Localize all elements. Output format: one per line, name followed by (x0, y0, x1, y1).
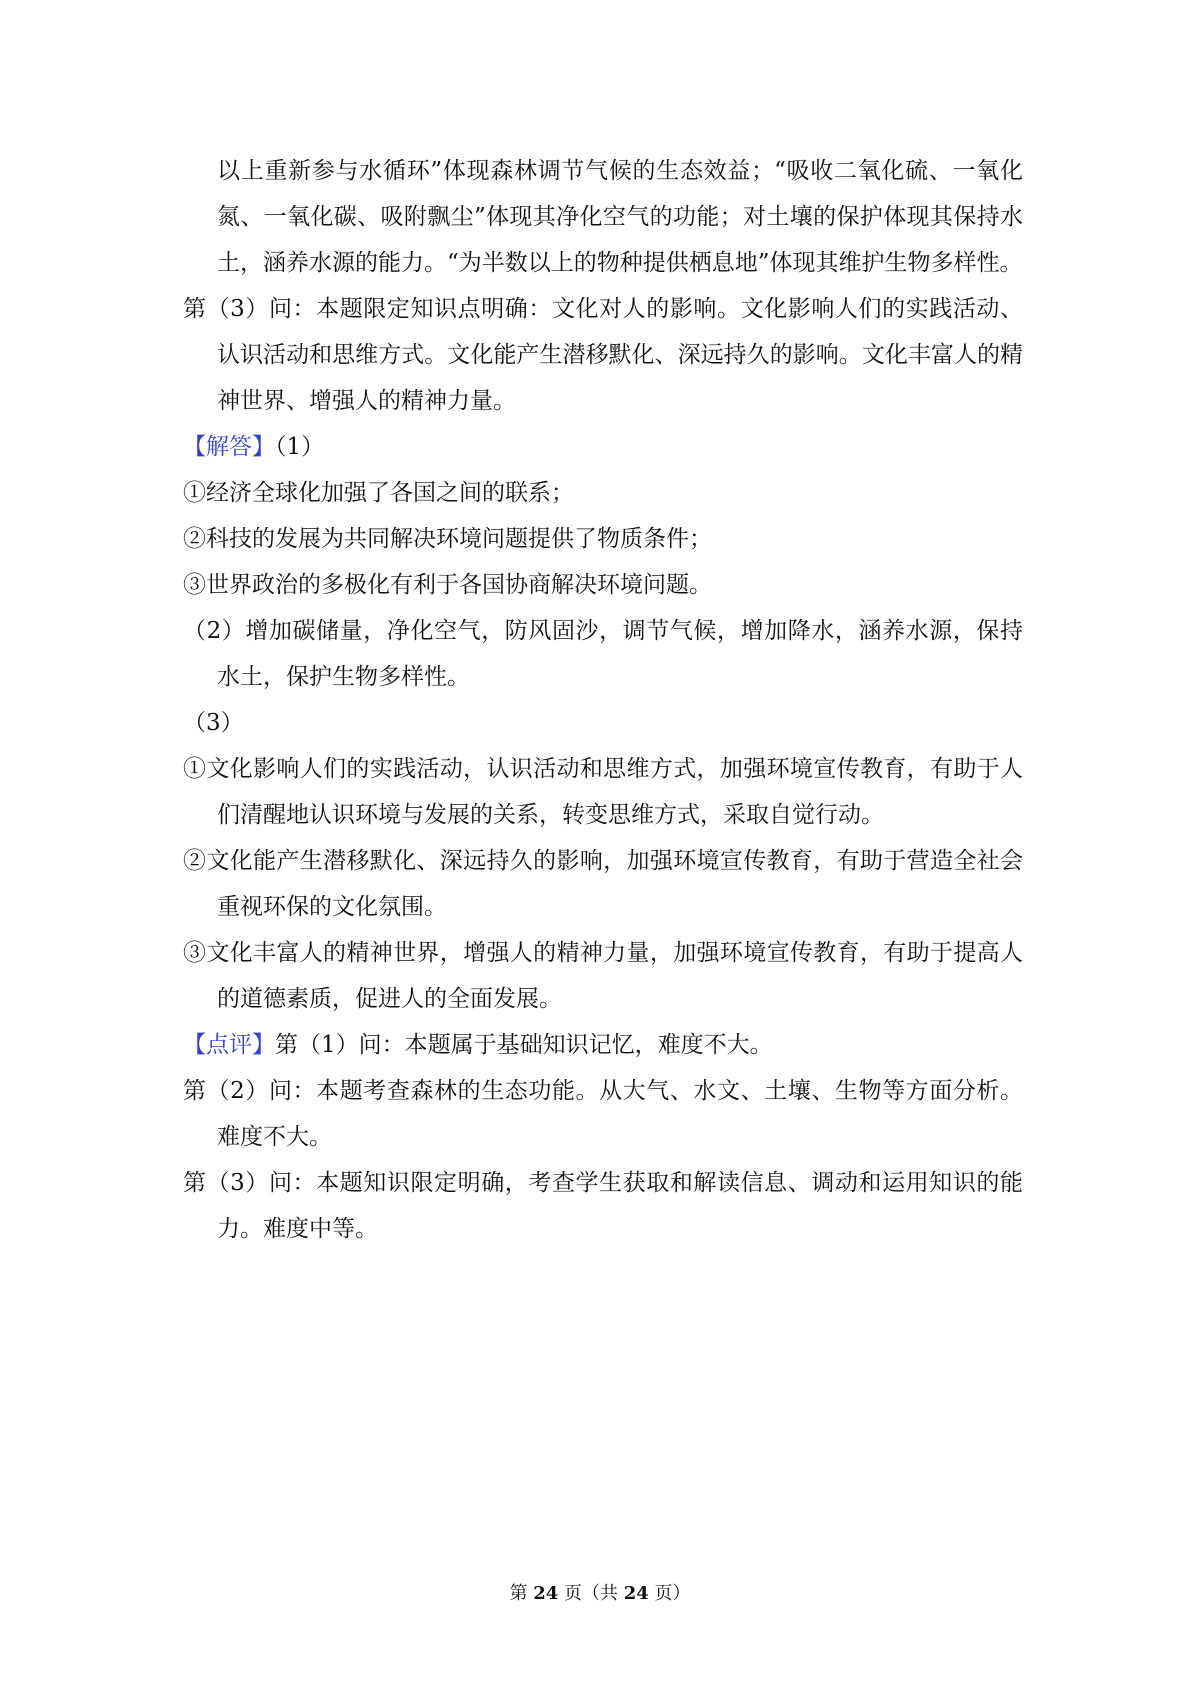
answer-content (183, 148, 1023, 1252)
answer-3-item-3: ③文化丰富人的精神世界，增强人的精神力量，加强环境宣传教育，有助于提高人的道德素质，促进人的全面发展。 (183, 940, 1023, 1012)
footer-middle: 页（共 (564, 1583, 618, 1604)
answer-1-item-1: ①经济全球化加强了各国之间的联系； (183, 480, 574, 506)
footer-total-pages: 24 (623, 1583, 649, 1604)
analysis-continuation: 以上重新参与水循环”体现森林调节气候的生态效益；“吸收二氧化硫、一氧化氮、一氧化碳、吸附飘尘”体现其净化空气的功能；对土壤的保护体现其保持水土，涵养水源的能力。“为半数以上的物种提供栖息地”体现其维护生物多样性。 (217, 158, 1023, 276)
footer-page-number: 24 (533, 1583, 559, 1604)
comment-question-3: 第（3）问：本题知识限定明确，考查学生获取和解读信息、调动和运用知识的能力。难度中等。 (183, 1170, 1023, 1242)
footer-prefix: 第 (509, 1583, 528, 1604)
page-footer (0, 1582, 1200, 1606)
answer-3-item-1: ①文化影响人们的实践活动，认识活动和思维方式，加强环境宣传教育，有助于人们清醒地认识环境与发展的关系，转变思维方式，采取自觉行动。 (183, 756, 1023, 828)
answer-heading (183, 424, 1023, 470)
analysis-question-3: 第（3）问：本题限定知识点明确：文化对人的影响。文化影响人们的实践活动、认识活动和思维方式。文化能产生潜移默化、深远持久的影响。文化丰富人的精神世界、增强人的精神力量。 (183, 296, 1023, 414)
answer-tag: 【解答】 (183, 434, 275, 460)
answer-part-3-label: （3） (183, 710, 244, 736)
comment-1-text: 第（1）问：本题属于基础知识记忆，难度不大。 (275, 1032, 773, 1058)
answer-1-item-3: ③世界政治的多极化有利于各国协商解决环境问题。 (183, 572, 712, 598)
footer-suffix: 页） (654, 1583, 691, 1604)
answer-2: （2）增加碳储量，净化空气，防风固沙，调节气候，增加降水，涵养水源，保持水土，保护生物多样性。 (183, 618, 1023, 690)
comment-question-1 (183, 1022, 1023, 1068)
answer-3-item-2: ②文化能产生潜移默化、深远持久的影响，加强环境宣传教育，有助于营造全社会重视环保的文化氛围。 (183, 848, 1023, 920)
comment-tag: 【点评】 (183, 1032, 275, 1058)
answer-1-item-2: ②科技的发展为共同解决环境问题提供了物质条件； (183, 526, 712, 552)
comment-question-2: 第（2）问：本题考查森林的生态功能。从大气、水文、土壤、生物等方面分析。难度不大。 (183, 1078, 1023, 1150)
answer-part-1-label: （1） (275, 434, 325, 460)
